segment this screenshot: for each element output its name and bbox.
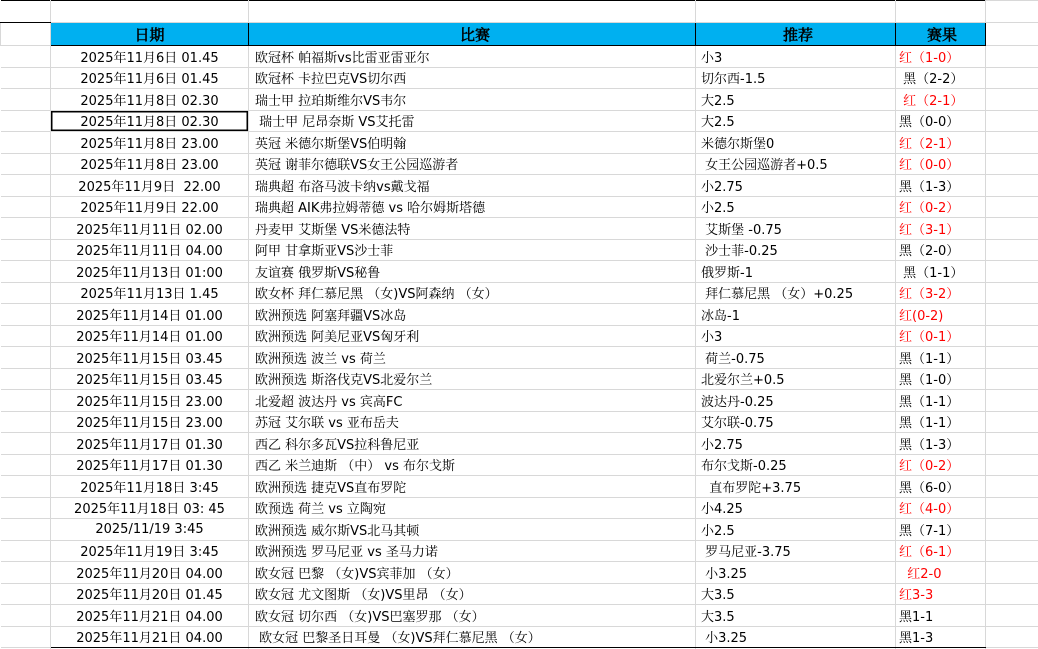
pick-cell[interactable]: 小3	[696, 325, 896, 347]
empty-cell[interactable]	[1, 67, 51, 89]
match-cell[interactable]: 欧洲预选 阿美尼亚VS匈牙利	[249, 325, 696, 347]
table-row	[1, 476, 1038, 498]
empty-cell[interactable]	[1, 433, 51, 455]
date-cell[interactable]: 2025年11月14日 01.00	[51, 325, 249, 347]
result-cell[interactable]: 黑（2-0）	[896, 239, 986, 261]
date-cell[interactable]: 2025年11月15日 03.45	[51, 368, 249, 390]
match-cell[interactable]: 瑞典超 布洛马波卡纳vs戴戈福	[249, 175, 696, 197]
pick-cell[interactable]: 罗马尼亚-3.75	[696, 540, 896, 562]
empty-cell[interactable]	[986, 218, 1038, 240]
match-cell[interactable]: 欧冠杯 卡拉巴克VS切尔西	[249, 67, 696, 89]
pick-cell[interactable]: 荷兰-0.75	[696, 347, 896, 369]
table-row	[1, 304, 1038, 326]
table-row	[1, 519, 1038, 541]
pick-cell[interactable]: 沙士菲-0.25	[696, 239, 896, 261]
empty-cell[interactable]	[51, 1, 249, 23]
pick-cell[interactable]: 小3.25	[696, 562, 896, 584]
pick-cell[interactable]: 大3.5	[696, 605, 896, 627]
match-cell[interactable]: 欧洲预选 斯洛伐克VS北爱尔兰	[249, 368, 696, 390]
date-cell[interactable]: 2025年11月9日 22.00	[51, 175, 249, 197]
table-row	[1, 433, 1038, 455]
result-cell[interactable]: 黑（1-1）	[896, 390, 986, 412]
empty-cell[interactable]	[1, 347, 51, 369]
table-row	[1, 626, 1038, 648]
match-cell[interactable]: 欧女冠 尤文图斯 （女)VS里昂 （女）	[249, 583, 696, 605]
empty-cell[interactable]	[986, 132, 1038, 154]
result-cell[interactable]: 黑1-3	[896, 626, 986, 648]
column-header-result[interactable]: 赛果	[896, 23, 986, 46]
result-cell[interactable]: 黑（6-0）	[896, 476, 986, 498]
match-cell[interactable]: 欧洲预选 罗马尼亚 vs 圣马力诺	[249, 540, 696, 562]
result-cell[interactable]: 黑1-1	[896, 605, 986, 627]
column-header-pick[interactable]: 推荐	[696, 23, 896, 46]
pick-cell[interactable]: 小3.25	[696, 626, 896, 648]
result-cell[interactable]: 红（0-2）	[896, 196, 986, 218]
pick-cell[interactable]: 大2.5	[696, 89, 896, 111]
empty-cell[interactable]	[1, 411, 51, 433]
result-cell[interactable]: 黑（1-1）	[896, 261, 986, 283]
empty-cell[interactable]	[986, 368, 1038, 390]
empty-cell[interactable]	[986, 261, 1038, 283]
empty-cell[interactable]	[1, 583, 51, 605]
empty-cell[interactable]	[986, 411, 1038, 433]
match-cell[interactable]: 欧女冠 巴黎圣日耳曼 （女)VS拜仁慕尼黑 （女）	[249, 626, 696, 648]
empty-cell[interactable]	[986, 583, 1038, 605]
empty-cell[interactable]	[1, 304, 51, 326]
result-cell[interactable]: 黑（1-0）	[896, 368, 986, 390]
date-cell[interactable]: 2025/11/19 3:45	[51, 519, 249, 541]
table-row	[1, 540, 1038, 562]
table-row	[1, 390, 1038, 412]
empty-cell[interactable]	[986, 497, 1038, 519]
empty-cell[interactable]	[1, 325, 51, 347]
date-cell[interactable]: 2025年11月20日 04.00	[51, 562, 249, 584]
empty-cell[interactable]	[986, 605, 1038, 627]
empty-cell[interactable]	[1, 1, 51, 23]
match-cell[interactable]: 欧洲预选 捷克VS直布罗陀	[249, 476, 696, 498]
date-cell[interactable]: 2025年11月6日 01.45	[51, 67, 249, 89]
table-row	[1, 325, 1038, 347]
empty-cell[interactable]	[986, 110, 1038, 132]
result-cell[interactable]: 红（0-0）	[896, 153, 986, 175]
result-cell[interactable]: 黑（2-2）	[896, 67, 986, 89]
table-row	[1, 605, 1038, 627]
empty-cell[interactable]	[986, 67, 1038, 89]
empty-cell[interactable]	[696, 1, 896, 23]
table-row	[1, 175, 1038, 197]
empty-cell[interactable]	[1, 175, 51, 197]
match-cell[interactable]: 北爱超 波达丹 vs 宾高FC	[249, 390, 696, 412]
result-cell[interactable]: 黑（1-1）	[896, 347, 986, 369]
match-cell[interactable]: 瑞典超 AIK弗拉姆蒂德 vs 哈尔姆斯塔德	[249, 196, 696, 218]
column-header-match[interactable]: 比赛	[249, 23, 696, 46]
table-row	[1, 261, 1038, 283]
table-row	[1, 218, 1038, 240]
pick-cell[interactable]: 艾尔联-0.75	[696, 411, 896, 433]
date-cell[interactable]: 2025年11月11日 02.00	[51, 218, 249, 240]
empty-cell[interactable]	[986, 519, 1038, 541]
date-cell[interactable]: 2025年11月8日 02.30	[51, 89, 249, 111]
table-row	[1, 153, 1038, 175]
date-cell[interactable]: 2025年11月21日 04.00	[51, 605, 249, 627]
match-cell[interactable]: 西乙 科尔多瓦VS拉科鲁尼亚	[249, 433, 696, 455]
match-cell[interactable]: 欧洲预选 波兰 vs 荷兰	[249, 347, 696, 369]
empty-cell[interactable]	[1, 476, 51, 498]
match-cell[interactable]: 欧女冠 巴黎 （女)VS宾菲加 （女）	[249, 562, 696, 584]
match-cell[interactable]: 西乙 米兰迪斯 （中） vs 布尔戈斯	[249, 454, 696, 476]
empty-cell[interactable]	[986, 540, 1038, 562]
pick-cell[interactable]: 俄罗斯-1	[696, 261, 896, 283]
date-cell[interactable]: 2025年11月13日 01:00	[51, 261, 249, 283]
empty-cell[interactable]	[1, 239, 51, 261]
empty-cell[interactable]	[986, 325, 1038, 347]
date-cell[interactable]: 2025年11月15日 23.00	[51, 390, 249, 412]
empty-cell[interactable]	[1, 519, 51, 541]
match-cell[interactable]: 瑞士甲 拉珀斯维尔VS韦尔	[249, 89, 696, 111]
empty-cell[interactable]	[986, 626, 1038, 648]
pick-cell[interactable]: 小2.75	[696, 433, 896, 455]
table-row	[1, 132, 1038, 154]
empty-cell[interactable]	[986, 89, 1038, 111]
date-cell[interactable]: 2025年11月8日 23.00	[51, 153, 249, 175]
empty-cell[interactable]	[1, 261, 51, 283]
pick-cell[interactable]: 米德尔斯堡0	[696, 132, 896, 154]
result-cell[interactable]: 红（0-1）	[896, 325, 986, 347]
table-row	[1, 67, 1038, 89]
result-cell[interactable]: 红（2-1）	[896, 132, 986, 154]
date-cell[interactable]: 2025年11月17日 01.30	[51, 454, 249, 476]
empty-cell[interactable]	[986, 46, 1038, 68]
match-cell[interactable]: 英冠 米德尔斯堡VS伯明翰	[249, 132, 696, 154]
date-cell[interactable]: 2025年11月21日 04.00	[51, 626, 249, 648]
empty-cell[interactable]	[986, 282, 1038, 304]
pick-cell[interactable]: 小3	[696, 46, 896, 68]
empty-cell[interactable]	[1, 89, 51, 111]
pick-cell[interactable]: 小4.25	[696, 497, 896, 519]
table-row	[1, 411, 1038, 433]
empty-cell[interactable]	[1, 218, 51, 240]
result-cell[interactable]: 黑（0-0）	[896, 110, 986, 132]
result-cell[interactable]: 红（1-0）	[896, 46, 986, 68]
result-cell[interactable]: 红（6-1）	[896, 540, 986, 562]
empty-cell[interactable]	[986, 239, 1038, 261]
result-cell[interactable]: 红（4-0）	[896, 497, 986, 519]
result-cell[interactable]: 红（3-1）	[896, 218, 986, 240]
table-row	[1, 583, 1038, 605]
empty-cell[interactable]	[986, 23, 1038, 46]
empty-cell[interactable]	[986, 454, 1038, 476]
result-cell[interactable]: 黑（1-3）	[896, 433, 986, 455]
match-cell[interactable]: 友谊赛 俄罗斯VS秘鲁	[249, 261, 696, 283]
empty-cell[interactable]	[1, 46, 51, 68]
empty-cell[interactable]	[1, 540, 51, 562]
empty-cell[interactable]	[896, 1, 986, 23]
match-cell[interactable]: 阿甲 甘拿斯亚VS沙士菲	[249, 239, 696, 261]
date-cell[interactable]: 2025年11月14日 01.00	[51, 304, 249, 326]
table-row	[1, 282, 1038, 304]
result-cell[interactable]: 红2-0	[896, 562, 986, 584]
match-cell[interactable]: 英冠 谢菲尔德联VS女王公园巡游者	[249, 153, 696, 175]
empty-cell[interactable]	[1, 497, 51, 519]
pick-cell[interactable]: 北爱尔兰+0.5	[696, 368, 896, 390]
date-cell[interactable]: 2025年11月8日 23.00	[51, 132, 249, 154]
pick-cell[interactable]: 小2.75	[696, 175, 896, 197]
empty-cell[interactable]	[986, 390, 1038, 412]
result-cell[interactable]: 红(0-2)	[896, 304, 986, 326]
date-cell[interactable]: 2025年11月18日 03: 45	[51, 497, 249, 519]
empty-cell[interactable]	[1, 132, 51, 154]
empty-cell[interactable]	[1, 282, 51, 304]
date-cell[interactable]: 2025年11月19日 3:45	[51, 540, 249, 562]
pick-cell[interactable]: 艾斯堡 -0.75	[696, 218, 896, 240]
empty-cell[interactable]	[1, 605, 51, 627]
result-cell[interactable]: 黑（7-1）	[896, 519, 986, 541]
result-cell[interactable]: 黑（1-3）	[896, 175, 986, 197]
match-cell[interactable]: 欧洲预选 阿塞拜疆VS冰岛	[249, 304, 696, 326]
match-cell[interactable]: 苏冠 艾尔联 vs 亚布岳夫	[249, 411, 696, 433]
result-cell[interactable]: 红（3-2）	[896, 282, 986, 304]
match-cell[interactable]: 欧预选 荷兰 vs 立陶宛	[249, 497, 696, 519]
empty-cell[interactable]	[1, 196, 51, 218]
empty-cell[interactable]	[1, 110, 51, 132]
pick-cell[interactable]: 女王公园巡游者+0.5	[696, 153, 896, 175]
pick-cell[interactable]: 小2.5	[696, 519, 896, 541]
pick-cell[interactable]: 拜仁慕尼黑 （女）+0.25	[696, 282, 896, 304]
empty-cell[interactable]	[986, 1, 1038, 23]
date-cell[interactable]: 2025年11月20日 01.45	[51, 583, 249, 605]
pick-cell[interactable]: 直布罗陀+3.75	[696, 476, 896, 498]
empty-cell[interactable]	[986, 476, 1038, 498]
match-cell[interactable]: 欧女冠 切尔西 （女)VS巴塞罗那 （女）	[249, 605, 696, 627]
empty-cell[interactable]	[986, 175, 1038, 197]
empty-cell[interactable]	[1, 626, 51, 648]
table-row	[1, 89, 1038, 111]
date-cell[interactable]: 2025年11月17日 01.30	[51, 433, 249, 455]
date-cell[interactable]: 2025年11月15日 23.00	[51, 411, 249, 433]
pick-cell[interactable]: 大2.5	[696, 110, 896, 132]
table-row	[1, 497, 1038, 519]
empty-cell[interactable]	[986, 562, 1038, 584]
spacer-row	[1, 1, 1038, 23]
empty-cell[interactable]	[1, 562, 51, 584]
result-cell[interactable]: 红3-3	[896, 583, 986, 605]
table-row	[1, 46, 1038, 68]
match-cell[interactable]: 欧洲预选 威尔斯VS北马其顿	[249, 519, 696, 541]
match-cell[interactable]: 欧冠杯 帕福斯vs比雷亚雷亚尔	[249, 46, 696, 68]
column-header-date[interactable]: 日期	[51, 23, 249, 46]
result-cell[interactable]: 黑（1-1）	[896, 411, 986, 433]
empty-cell[interactable]	[986, 433, 1038, 455]
date-cell[interactable]: 2025年11月13日 1.45	[51, 282, 249, 304]
empty-cell[interactable]	[986, 304, 1038, 326]
table-row	[1, 454, 1038, 476]
empty-cell[interactable]	[249, 1, 696, 23]
date-cell[interactable]: 2025年11月15日 03.45	[51, 347, 249, 369]
date-cell[interactable]: 2025年11月11日 04.00	[51, 239, 249, 261]
date-cell[interactable]: 2025年11月18日 3:45	[51, 476, 249, 498]
empty-cell[interactable]	[986, 153, 1038, 175]
table-row	[1, 196, 1038, 218]
pick-cell[interactable]: 布尔戈斯-0.25	[696, 454, 896, 476]
table-row	[1, 110, 1038, 132]
table-row	[1, 562, 1038, 584]
header-row	[1, 23, 1038, 46]
empty-cell[interactable]	[1, 153, 51, 175]
match-cell[interactable]: 瑞士甲 尼昂奈斯 VS艾托雷	[249, 110, 696, 132]
empty-cell[interactable]	[1, 454, 51, 476]
pick-cell[interactable]: 小2.5	[696, 196, 896, 218]
date-cell[interactable]: 2025年11月9日 22.00	[51, 196, 249, 218]
pick-cell[interactable]: 切尔西-1.5	[696, 67, 896, 89]
table-row	[1, 368, 1038, 390]
result-cell[interactable]: 红（2-1）	[896, 89, 986, 111]
match-cell[interactable]: 欧女杯 拜仁慕尼黑 （女)VS阿森纳 （女）	[249, 282, 696, 304]
date-cell[interactable]: 2025年11月8日 02.30	[51, 110, 249, 132]
empty-cell[interactable]	[986, 347, 1038, 369]
pick-cell[interactable]: 波达丹-0.25	[696, 390, 896, 412]
empty-cell[interactable]	[1, 368, 51, 390]
pick-cell[interactable]: 大3.5	[696, 583, 896, 605]
empty-cell[interactable]	[1, 23, 51, 46]
table-row	[1, 347, 1038, 369]
match-cell[interactable]: 丹麦甲 艾斯堡 VS米德法特	[249, 218, 696, 240]
pick-cell[interactable]: 冰岛-1	[696, 304, 896, 326]
table-row	[1, 239, 1038, 261]
empty-cell[interactable]	[1, 390, 51, 412]
date-cell[interactable]: 2025年11月6日 01.45	[51, 46, 249, 68]
empty-cell[interactable]	[986, 196, 1038, 218]
result-cell[interactable]: 红（0-2）	[896, 454, 986, 476]
